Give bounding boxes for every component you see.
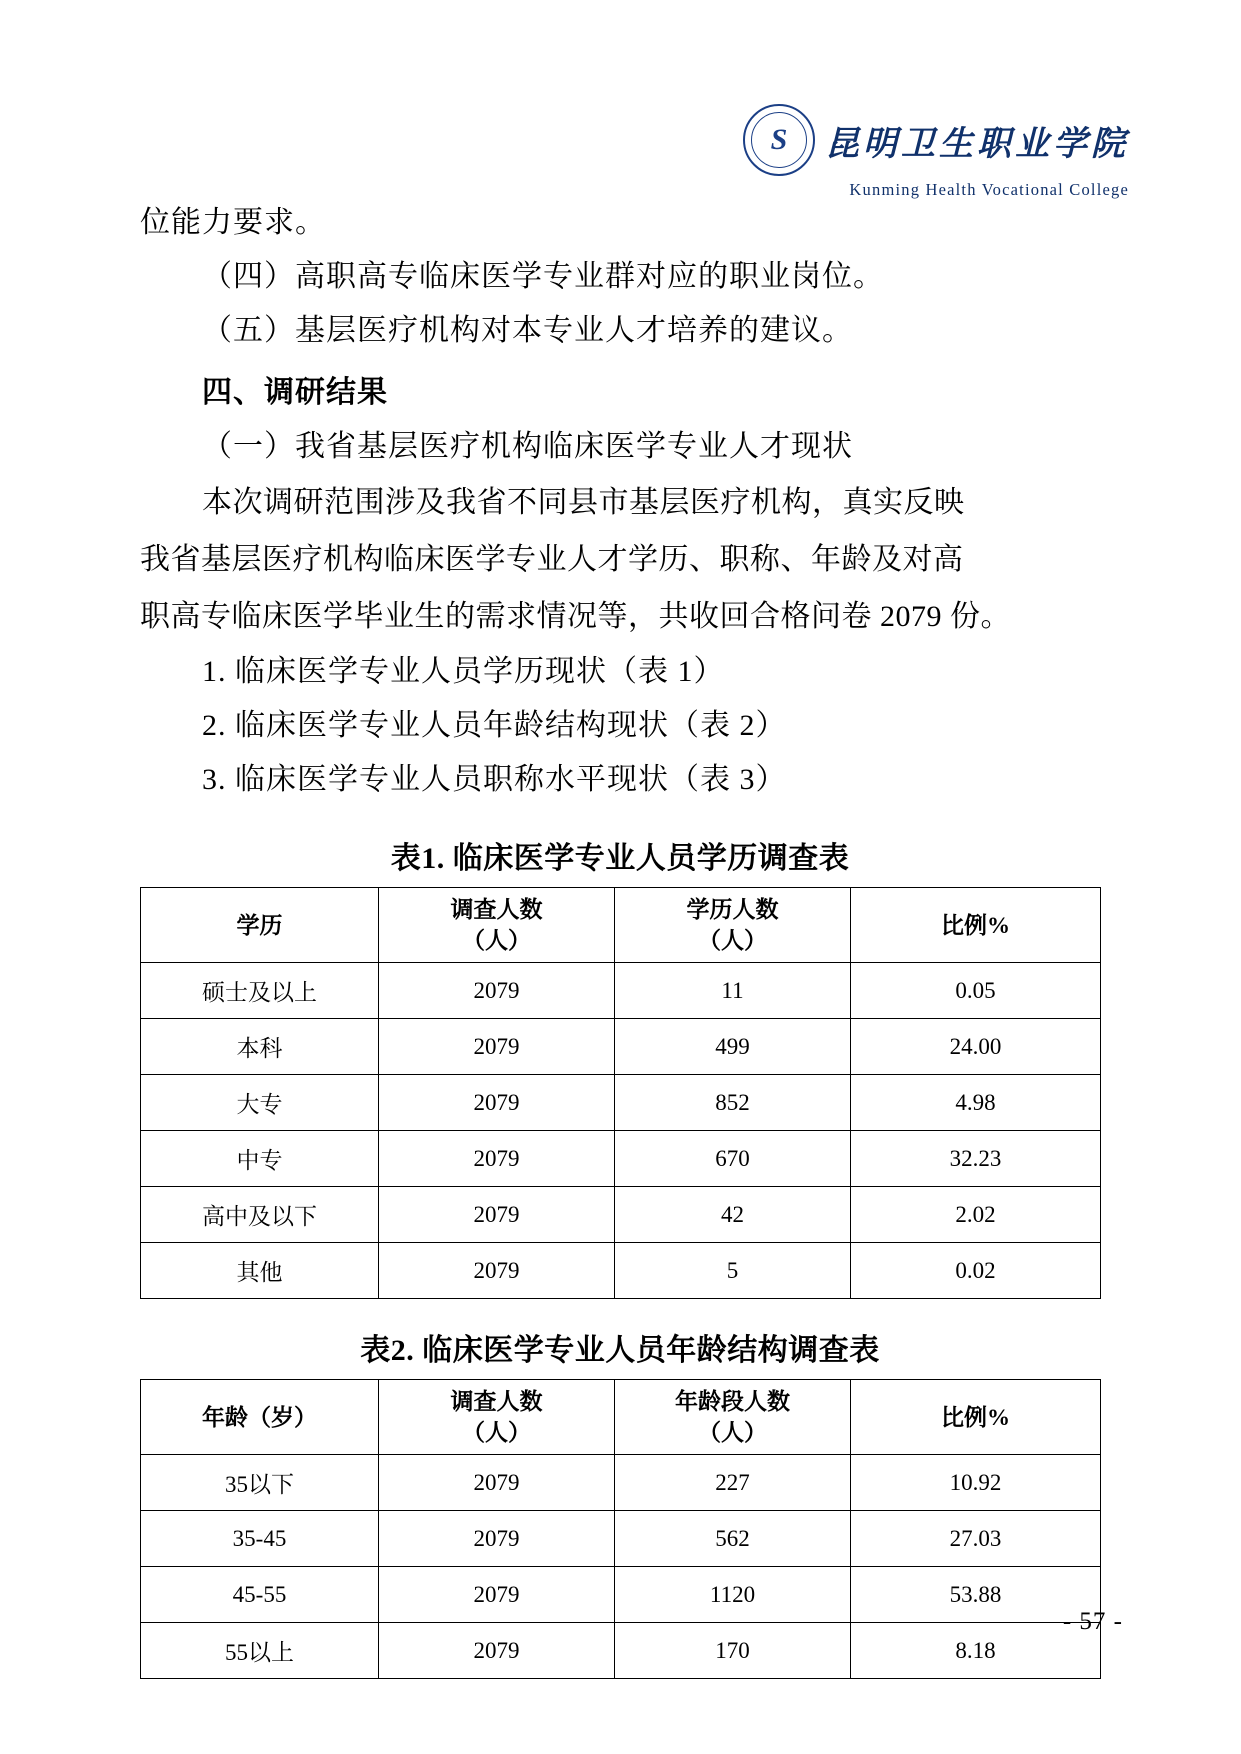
table2-cell: 10.92 (851, 1455, 1101, 1511)
list-item-2: 2. 临床医学专业人员年龄结构现状（表 2） (202, 709, 787, 742)
table1-cell: 2079 (379, 1131, 615, 1187)
table1-cell: 本科 (141, 1019, 379, 1075)
table-row (141, 1131, 1101, 1187)
body-line-3: （五）基层医疗机构对本专业人才培养的建议。 (202, 314, 853, 347)
seal-letter: S (770, 123, 788, 156)
table-header-row (141, 1380, 1101, 1455)
table1-cell: 中专 (141, 1131, 379, 1187)
table2-cell: 2079 (379, 1623, 615, 1679)
table2-cell: 1120 (615, 1567, 851, 1623)
college-name-en: Kunming Health Vocational College (849, 180, 1129, 199)
table1-cell: 4.98 (851, 1075, 1101, 1131)
table1-cell: 499 (615, 1019, 851, 1075)
table-header-row (141, 888, 1101, 963)
table1-cell: 24.00 (851, 1019, 1101, 1075)
table-row (141, 1455, 1101, 1511)
table1-cell: 2079 (379, 963, 615, 1019)
table1-cell: 2079 (379, 1075, 615, 1131)
table-row (141, 963, 1101, 1019)
subsection-heading-one: （一）我省基层医疗机构临床医学专业人才现状 (202, 430, 853, 463)
table2-cell: 2079 (379, 1455, 615, 1511)
section-heading-four: 四、调研结果 (202, 376, 388, 409)
table1-cell: 852 (615, 1075, 851, 1131)
table-row (141, 1243, 1101, 1299)
page-number: - 57 - (1062, 1608, 1123, 1635)
table2-header-cell-1: 年龄（岁） (141, 1380, 379, 1455)
table2-header-cell-4: 比例% (851, 1380, 1101, 1455)
table2-cell: 170 (615, 1623, 851, 1679)
table2-cell: 27.03 (851, 1511, 1101, 1567)
table1-cell: 2079 (379, 1187, 615, 1243)
table2-cell: 35以下 (141, 1455, 379, 1511)
paragraph-line-2: 我省基层医疗机构临床医学专业人才学历、职称、年龄及对高 (140, 543, 964, 576)
table1-header-cell-2: 调查人数 （人） (379, 888, 615, 963)
table2-header-cell-2: 调查人数 （人） (379, 1380, 615, 1455)
table1-cell: 5 (615, 1243, 851, 1299)
table-row (141, 1019, 1101, 1075)
table-row (141, 1567, 1101, 1623)
table1-header-cell-3: 学历人数 （人） (615, 888, 851, 963)
table1-cell: 高中及以下 (141, 1187, 379, 1243)
table-row (141, 1187, 1101, 1243)
table2-cell: 2079 (379, 1567, 615, 1623)
body-line-2: （四）高职高专临床医学专业群对应的职业岗位。 (202, 260, 884, 293)
table1-header-cell-4: 比例% (851, 888, 1101, 963)
table1-cell: 11 (615, 963, 851, 1019)
table1-cell: 其他 (141, 1243, 379, 1299)
table2-header-cell-3: 年龄段人数 （人） (615, 1380, 851, 1455)
table1-cell: 硕士及以上 (141, 963, 379, 1019)
table1-cell: 2.02 (851, 1187, 1101, 1243)
table2-cell: 55以上 (141, 1623, 379, 1679)
table2-cell: 227 (615, 1455, 851, 1511)
table1-cell: 32.23 (851, 1131, 1101, 1187)
table-age-survey (140, 1379, 1101, 1679)
table1-cell: 2079 (379, 1019, 615, 1075)
list-item-1: 1. 临床医学专业人员学历现状（表 1） (202, 655, 725, 688)
table1-header-cell-1: 学历 (141, 888, 379, 963)
table2-cell: 53.88 (851, 1567, 1101, 1623)
table-row (141, 1075, 1101, 1131)
table-row (141, 1511, 1101, 1567)
logo-row (754, 104, 1129, 176)
table1-cell: 42 (615, 1187, 851, 1243)
table2-cell: 8.18 (851, 1623, 1101, 1679)
table-education-survey (140, 887, 1101, 1299)
paragraph-line-3: 职高专临床医学毕业生的需求情况等，共收回合格问卷 2079 份。 (140, 600, 1011, 633)
paragraph-line-1: 本次调研范围涉及我省不同县市基层医疗机构，真实反映 (202, 486, 965, 519)
table1-cell: 0.02 (851, 1243, 1101, 1299)
table2-cell: 35-45 (141, 1511, 379, 1567)
college-logo (754, 104, 1129, 200)
college-name-cn: 昆明卫生职业学院 (825, 125, 1129, 163)
seal-icon (743, 104, 815, 176)
table2-title: 表2. 临床医学专业人员年龄结构调查表 (360, 1334, 880, 1367)
table1-title: 表1. 临床医学专业人员学历调查表 (390, 842, 850, 875)
table2-cell: 45-55 (141, 1567, 379, 1623)
page-content (140, 196, 1100, 1679)
table1-cell: 670 (615, 1131, 851, 1187)
table2-cell: 562 (615, 1511, 851, 1567)
table1-cell: 大专 (141, 1075, 379, 1131)
table1-cell: 2079 (379, 1243, 615, 1299)
table2-cell: 2079 (379, 1511, 615, 1567)
body-line-1: 位能力要求。 (140, 206, 326, 239)
table1-cell: 0.05 (851, 963, 1101, 1019)
list-item-3: 3. 临床医学专业人员职称水平现状（表 3） (202, 763, 787, 796)
table-row (141, 1623, 1101, 1679)
